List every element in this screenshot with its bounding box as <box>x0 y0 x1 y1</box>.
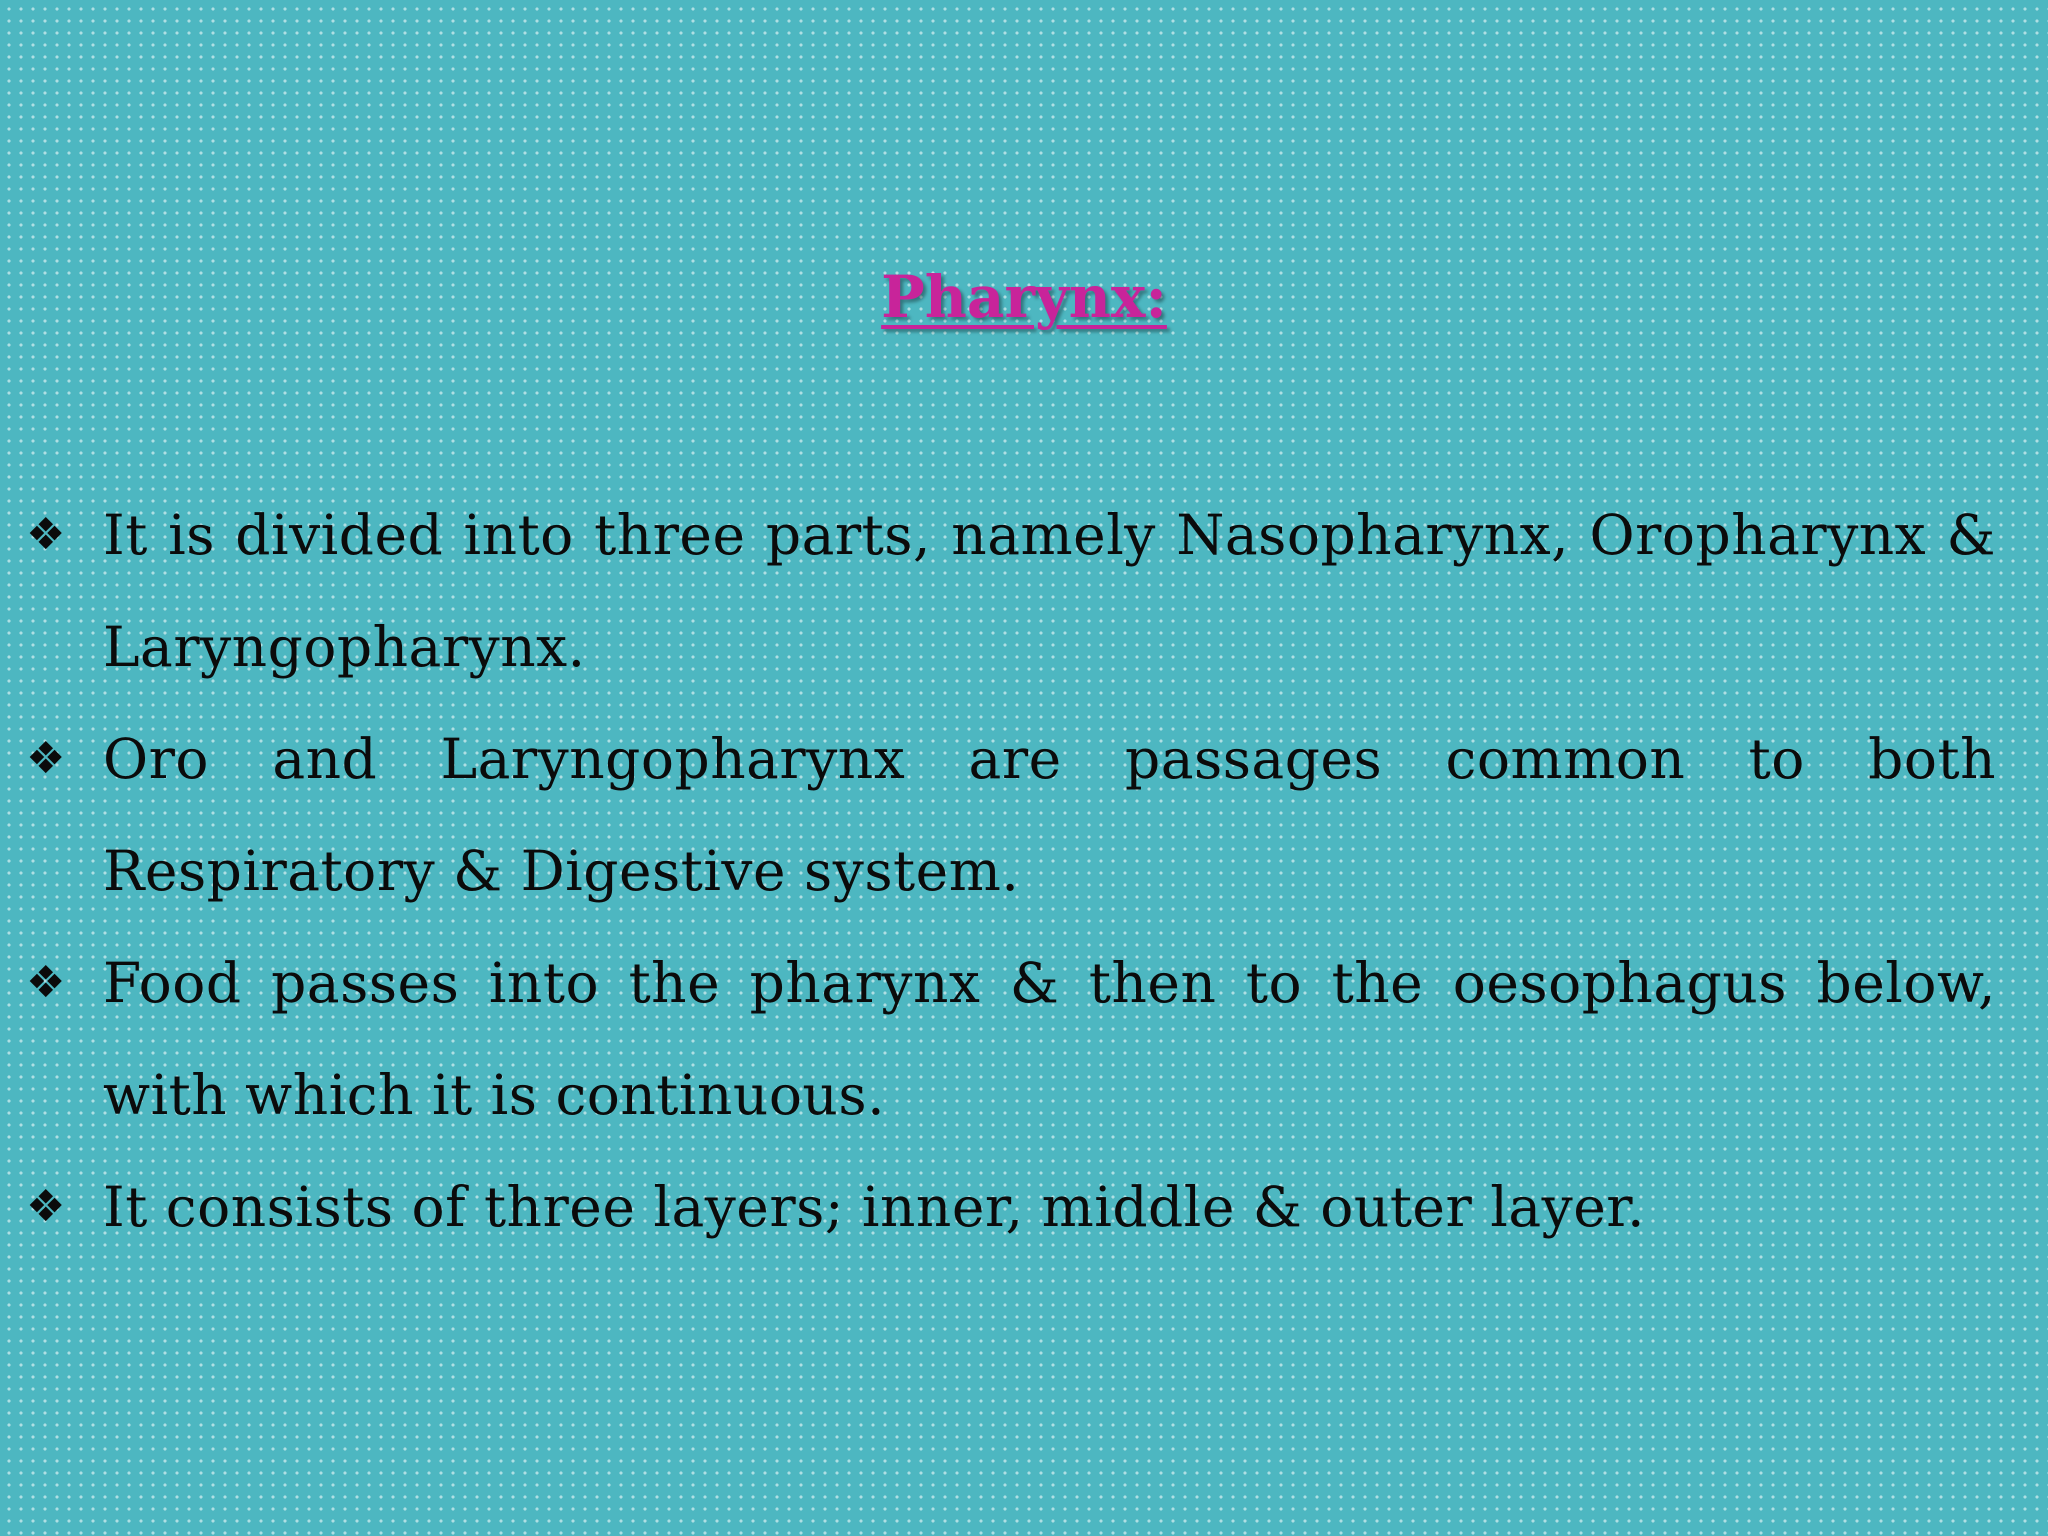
bullet-item <box>26 927 1996 1151</box>
bullet-text: It is divided into three parts, namely Nasopharynx, Oropharynx & Laryngopharynx. <box>103 503 1996 679</box>
bullet-text: Food passes into the pharynx & then to the oesophagus below, with which it is continuous. <box>103 951 1996 1127</box>
bullet-text: It consists of three layers; inner, middle & outer layer. <box>103 1175 1645 1239</box>
four-diamond-bullet-icon: ❖ <box>26 733 66 784</box>
bullet-item <box>26 1151 1996 1263</box>
bullet-item <box>26 479 1996 703</box>
bullet-list <box>26 479 1996 1263</box>
slide-title: Pharynx: <box>881 263 1167 331</box>
four-diamond-bullet-icon: ❖ <box>26 509 66 560</box>
four-diamond-bullet-icon: ❖ <box>26 957 66 1008</box>
bullet-item <box>26 703 1996 927</box>
four-diamond-bullet-icon: ❖ <box>26 1181 66 1232</box>
bullet-text: Oro and Laryngopharynx are passages common to both Respiratory & Digestive system. <box>103 727 1996 903</box>
